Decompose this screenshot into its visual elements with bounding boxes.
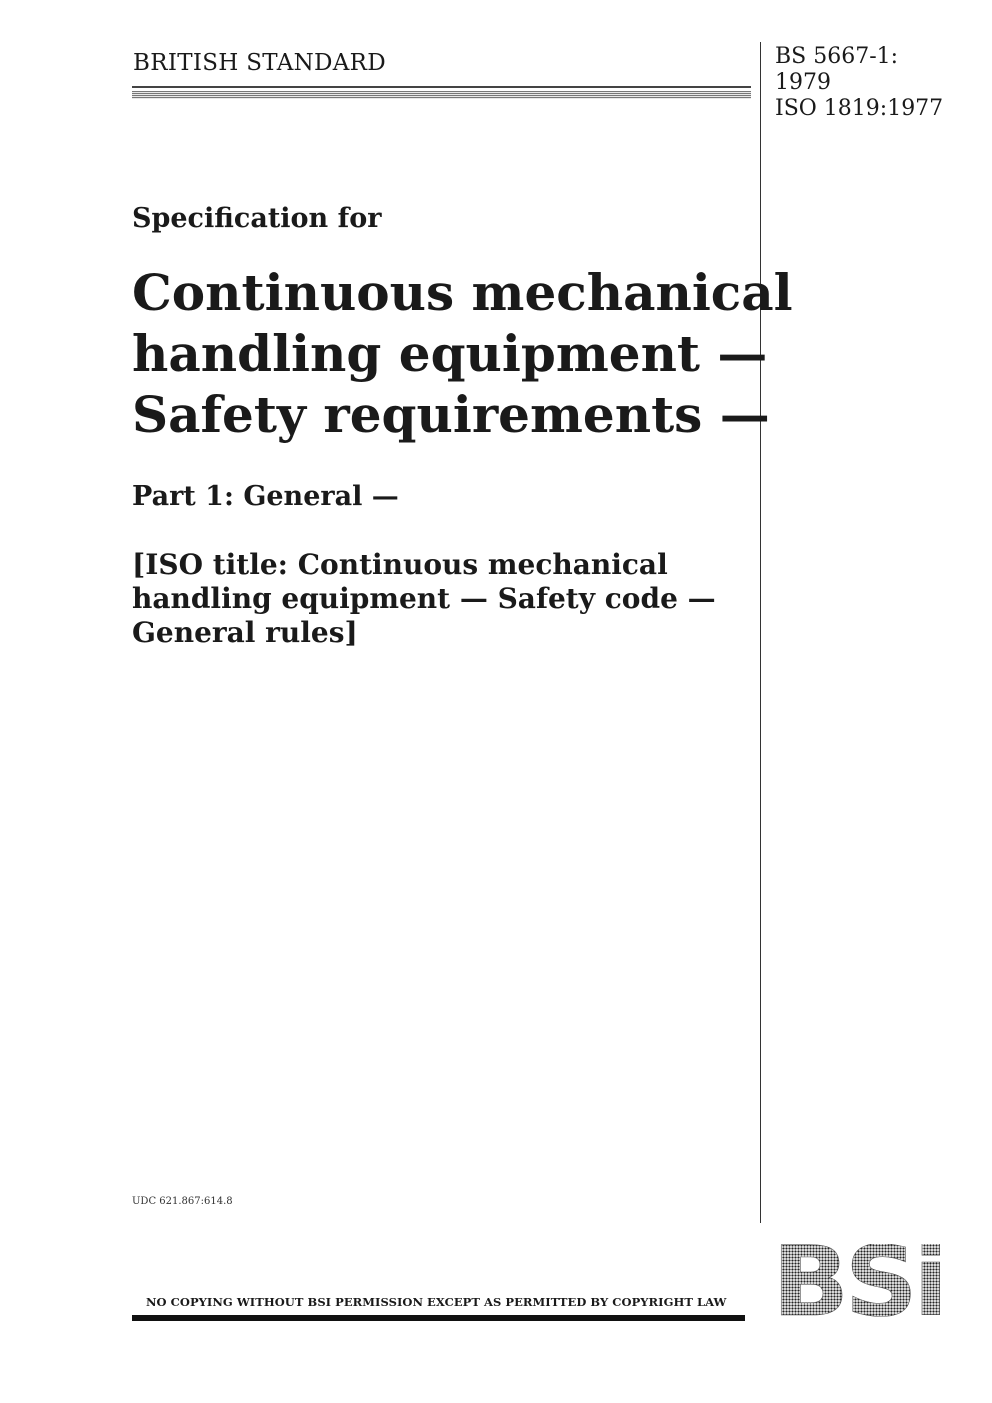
part-title: Part 1: General — xyxy=(132,481,399,512)
main-title-line-3: Safety requirements — xyxy=(132,385,770,444)
iso-title-line-3: General rules] xyxy=(132,616,358,649)
standard-number-line-3: ISO 1819:1977 xyxy=(775,96,944,121)
column-divider xyxy=(760,42,761,1223)
standard-number-line-1: BS 5667-1: xyxy=(775,44,899,69)
specification-for-label: Specification for xyxy=(132,203,382,234)
iso-title-line-2: handling equipment — Safety code — xyxy=(132,582,716,615)
copyright-notice: NO COPYING WITHOUT BSI PERMISSION EXCEPT AS PERMITTED BY COPYRIGHT LAW xyxy=(146,1295,727,1309)
main-title-line-2: handling equipment — xyxy=(132,324,768,383)
standard-number xyxy=(775,44,943,122)
document-type-label: BRITISH STANDARD xyxy=(133,50,387,76)
bsi-logo-icon xyxy=(770,1244,946,1320)
main-title xyxy=(132,262,793,445)
udc-code: UDC 621.867:614.8 xyxy=(132,1196,233,1207)
header-rule-band xyxy=(132,91,751,99)
iso-title-line-1: [ISO title: Continuous mechanical xyxy=(132,548,668,581)
main-title-line-1: Continuous mechanical xyxy=(132,263,793,322)
iso-title xyxy=(132,548,716,650)
footer-rule xyxy=(132,1315,745,1321)
standard-number-line-2: 1979 xyxy=(775,70,831,95)
header-rule xyxy=(132,86,751,88)
svg-text:BSi: BSi xyxy=(772,1244,944,1320)
